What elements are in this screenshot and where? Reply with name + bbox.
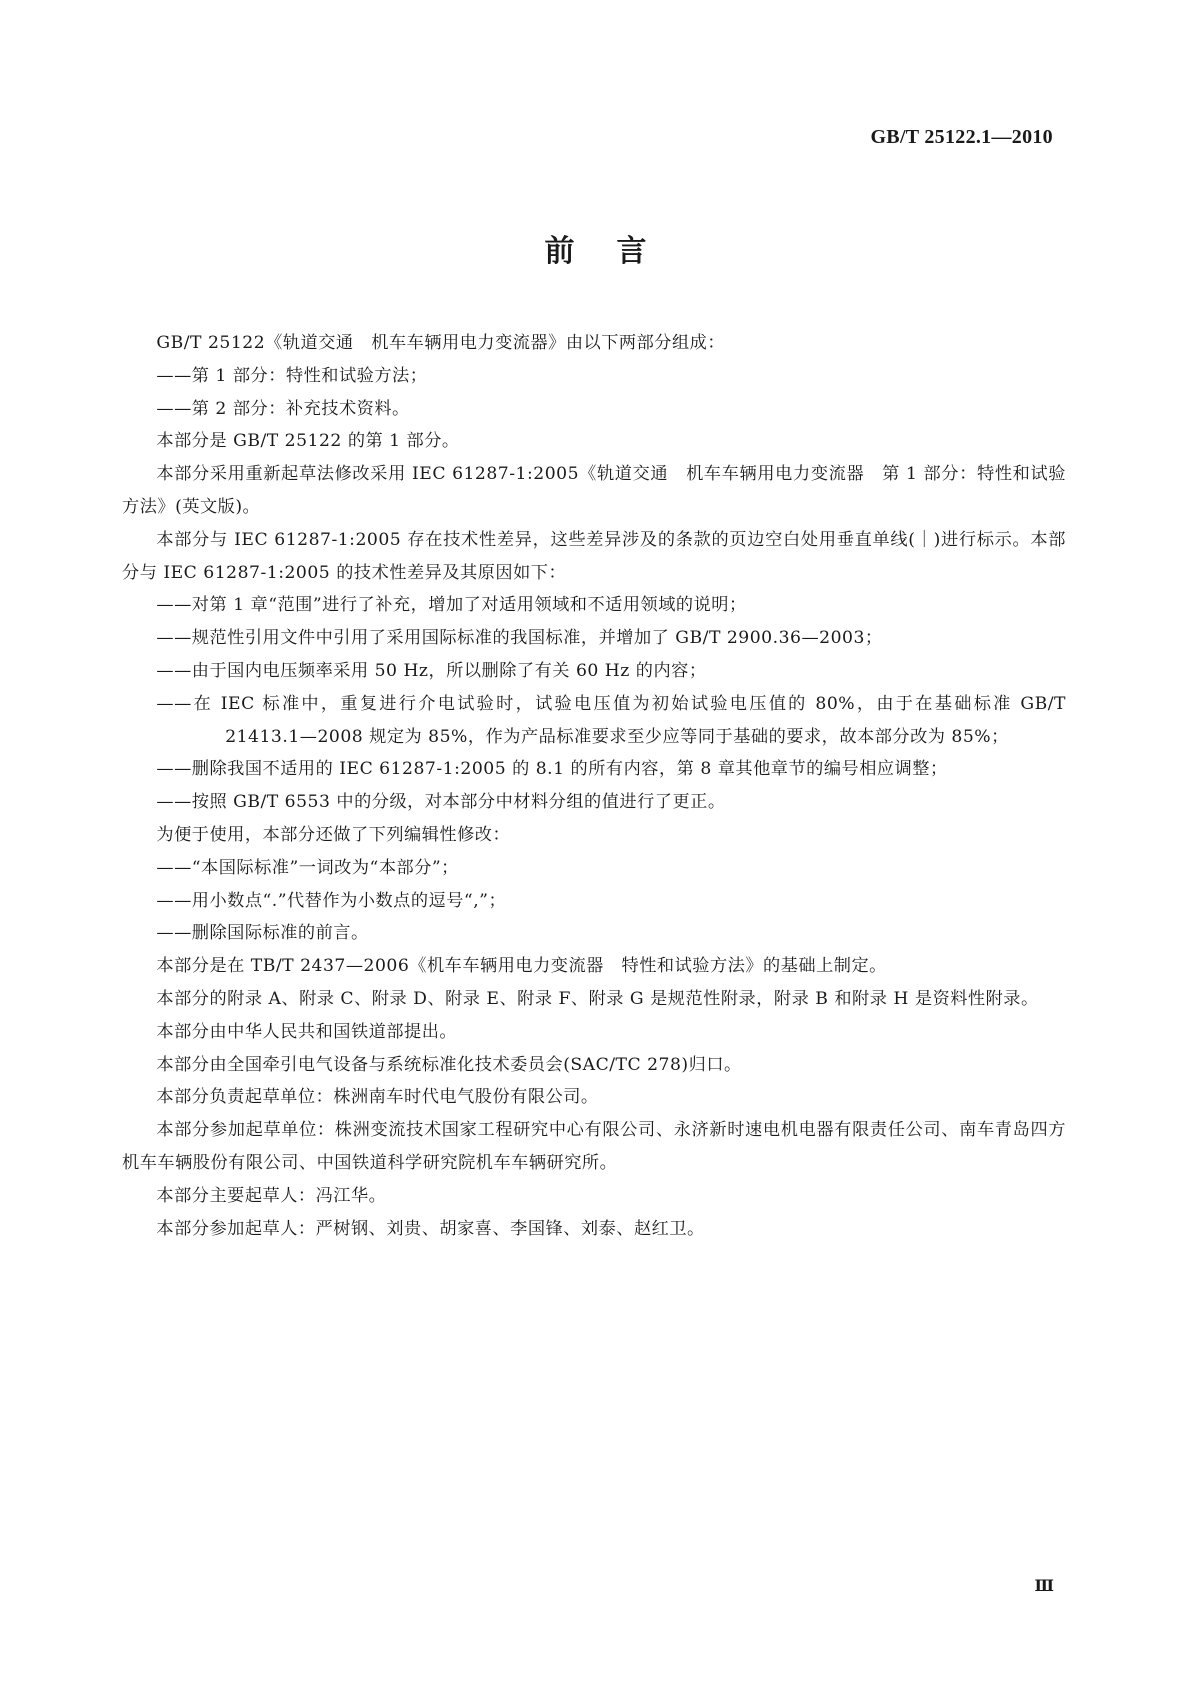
list-item: ——在 IEC 标准中，重复进行介电试验时，试验电压值为初始试验电压值的 80%，由于在基础标准 GB/T 21413.1—2008 规定为 85%，作为产品标准要求至少应等同于基础的要求，故本部分改为 85%；: [156, 693, 1066, 747]
list-item: ——由于国内电压频率采用 50 Hz，所以删除了有关 60 Hz 的内容；: [156, 660, 707, 681]
list-item: ——“本国际标准”一词改为“本部分”；: [156, 857, 459, 878]
paragraph: 本部分采用重新起草法修改采用 IEC 61287-1:2005《轨道交通 机车车辆用电力变流器 第 1 部分：特性和试验方法》(英文版)。: [122, 464, 1066, 517]
list-item: ——删除国际标准的前言。: [156, 923, 369, 944]
paragraph: 本部分参加起草单位：株洲变流技术国家工程研究中心有限公司、永济新时速电机电器有限责任公司、南车青岛四方机车车辆股份有限公司、中国铁道科学研究院机车车辆研究所。: [122, 1120, 1066, 1173]
paragraph: 本部分由中华人民共和国铁道部提出。: [156, 1021, 458, 1042]
paragraph: 本部分是 GB/T 25122 的第 1 部分。: [156, 431, 460, 452]
page-title: 前言: [544, 234, 689, 269]
paragraph: 本部分由全国牵引电气设备与系统标准化技术委员会(SAC/TC 278)归口。: [156, 1054, 742, 1075]
list-item: ——用小数点“.”代替作为小数点的逗号“,”；: [156, 890, 507, 911]
list-item: ——按照 GB/T 6553 中的分级，对本部分中材料分组的值进行了更正。: [156, 792, 726, 813]
standard-number: GB/T 25122.1—2010: [870, 126, 1053, 148]
list-item: ——规范性引用文件中引用了采用国际标准的我国标准，并增加了 GB/T 2900.36—2003；: [156, 628, 883, 649]
list-item: ——删除我国不适用的 IEC 61287-1:2005 的 8.1 的所有内容，第 8 章其他章节的编号相应调整；: [156, 759, 948, 780]
paragraph: 本部分与 IEC 61287-1:2005 存在技术性差异，这些差异涉及的条款的页边空白处用垂直单线(｜)进行标示。本部分与 IEC 61287-1:2005 的技术性差异及其原因如下：: [122, 529, 1066, 583]
list-item: ——对第 1 章“范围”进行了补充，增加了对适用领域和不适用领域的说明；: [156, 595, 747, 616]
page-number: Ⅲ: [1034, 1578, 1054, 1595]
paragraph: GB/T 25122《轨道交通 机车车辆用电力变流器》由以下两部分组成：: [156, 333, 726, 353]
list-item: ——第 1 部分：特性和试验方法；: [156, 365, 428, 386]
paragraph: 本部分参加起草人：严树钢、刘贵、胡家喜、李国锋、刘泰、赵红卫。: [156, 1218, 705, 1239]
paragraph: 本部分负责起草单位：株洲南车时代电气股份有限公司。: [156, 1087, 599, 1108]
paragraph: 为便于使用，本部分还做了下列编辑性修改：: [156, 824, 511, 845]
paragraph: 本部分主要起草人：冯江华。: [156, 1185, 387, 1206]
paragraph: 本部分是在 TB/T 2437—2006《机车车辆用电力变流器 特性和试验方法》的基础上制定。: [156, 956, 887, 977]
list-item: ——第 2 部分：补充技术资料。: [156, 398, 410, 419]
paragraph: 本部分的附录 A、附录 C、附录 D、附录 E、附录 F、附录 G 是规范性附录，附录 B 和附录 H 是资料性附录。: [156, 988, 1039, 1009]
foreword-body: [122, 327, 1066, 1245]
